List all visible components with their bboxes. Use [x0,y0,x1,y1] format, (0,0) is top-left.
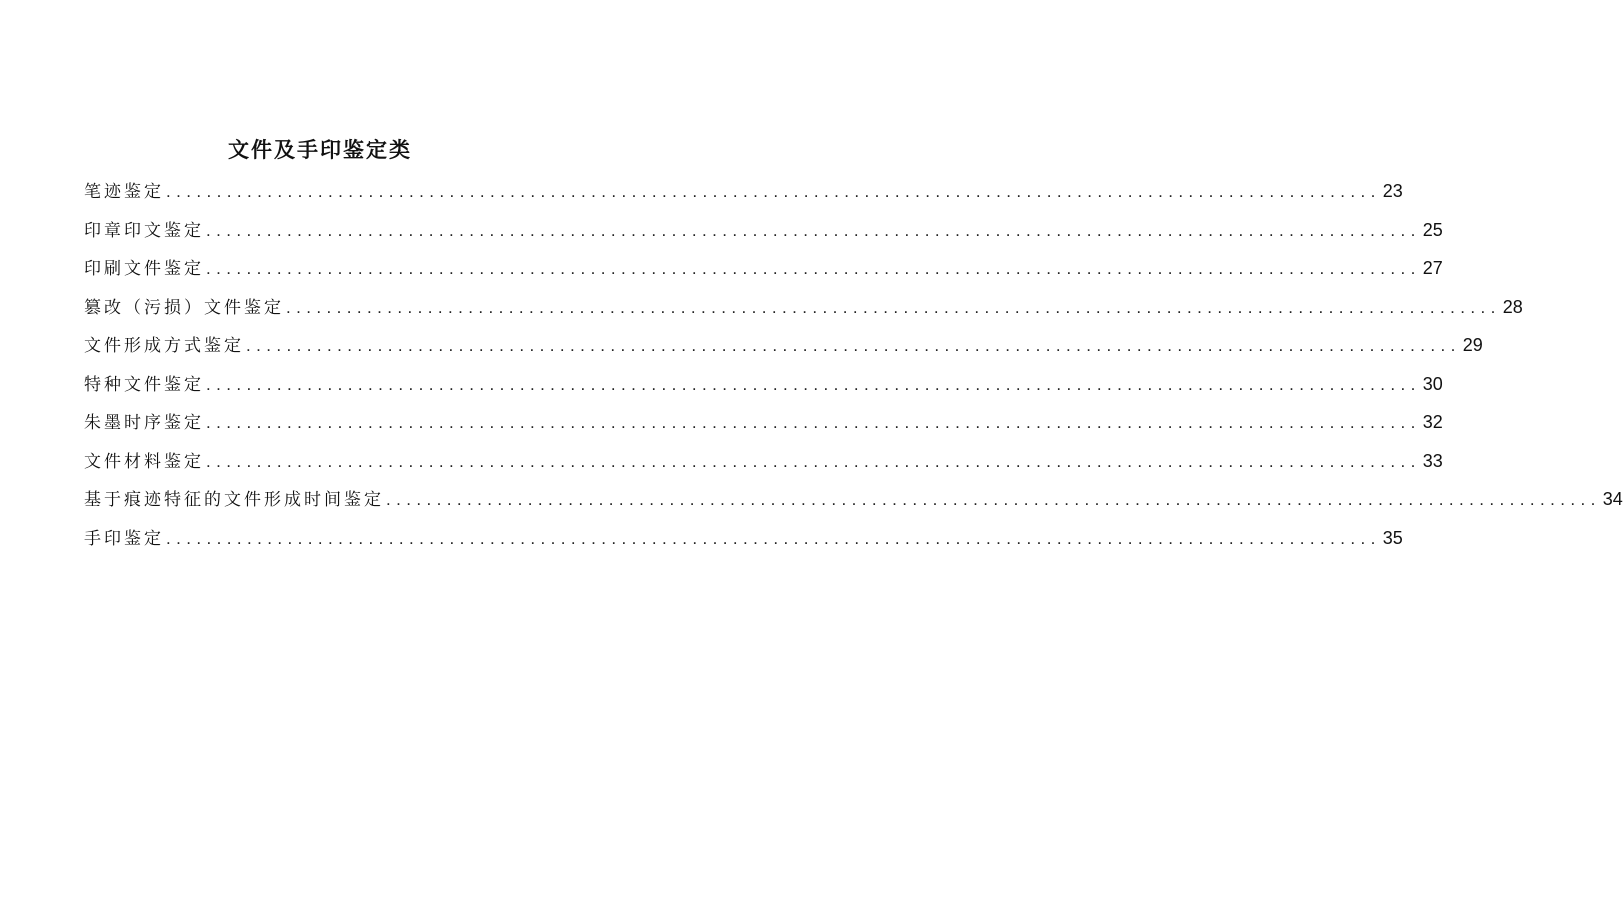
toc-entry[interactable] [84,519,1403,558]
toc-entry-label: 文件材料鉴定 [84,451,204,472]
toc-entry-page: 32 [1422,412,1443,432]
toc-entry[interactable] [84,172,1403,211]
toc-leader-dots: ........................................................................................................................ [206,374,1421,394]
toc-entry[interactable] [84,326,1483,365]
toc-entry-label: 基于痕迹特征的文件形成时间鉴定 [84,490,384,510]
toc-leader-dots: ........................................................................................................................ [386,490,1601,509]
toc-entry-page: 23 [1382,181,1403,201]
table-of-contents [84,172,1623,557]
toc-entry[interactable] [84,288,1523,327]
toc-entry[interactable] [84,365,1443,404]
toc-entry[interactable] [84,249,1443,288]
toc-entry-page: 30 [1422,373,1443,394]
toc-leader-dots: ........................................................................................................................ [206,451,1421,471]
toc-leader-dots: ........................................................................................................................ [246,336,1461,355]
toc-entry[interactable] [84,442,1443,481]
toc-leader-dots: ........................................................................................................................ [286,297,1501,317]
toc-entry[interactable] [84,403,1443,442]
toc-entry-page: 35 [1382,527,1403,548]
toc-entry-label: 笔迹鉴定 [84,182,164,202]
toc-entry-label: 朱墨时序鉴定 [84,413,204,433]
toc-entry-page: 25 [1422,219,1443,240]
toc-leader-dots: ........................................................................................................................ [206,220,1421,240]
toc-entry-page: 34 [1602,489,1623,509]
toc-entry-label: 印章印文鉴定 [84,220,204,241]
toc-entry-page: 27 [1422,258,1443,278]
toc-entry-page: 28 [1502,296,1523,317]
toc-leader-dots: ........................................................................................................................ [206,413,1421,432]
toc-leader-dots: ........................................................................................................................ [166,182,1381,201]
toc-entry-label: 文件形成方式鉴定 [84,336,244,356]
toc-entry-page: 29 [1462,335,1483,355]
toc-entry[interactable] [84,480,1623,519]
toc-leader-dots: ........................................................................................................................ [206,259,1421,278]
toc-entry-label: 印刷文件鉴定 [84,259,204,279]
toc-entry-label: 特种文件鉴定 [84,374,204,395]
toc-entry[interactable] [84,211,1443,250]
toc-entry-page: 33 [1422,450,1443,471]
toc-entry-label: 篡改（污损）文件鉴定 [84,297,284,318]
toc-leader-dots: ........................................................................................................................ [166,528,1381,548]
section-title: 文件及手印鉴定类 [228,137,412,162]
toc-entry-label: 手印鉴定 [84,528,164,549]
